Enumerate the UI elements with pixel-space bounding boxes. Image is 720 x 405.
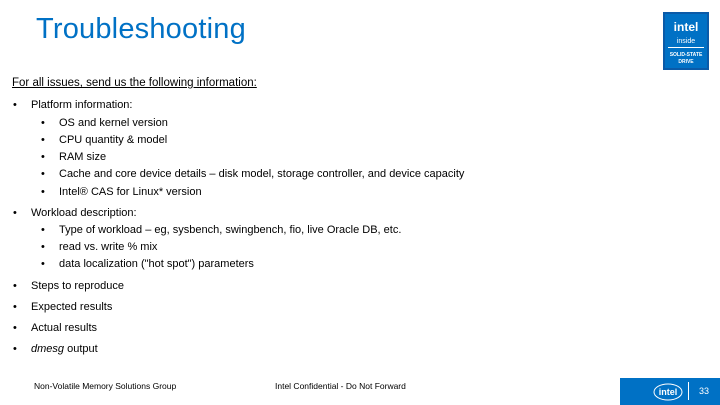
sub-bullet: •: [41, 241, 45, 253]
svg-text:DRIVE: DRIVE: [678, 59, 694, 65]
intel-footer-logo: [653, 383, 683, 401]
svg-text:inside: inside: [676, 38, 696, 45]
svg-text:SOLID-STATE: SOLID-STATE: [669, 52, 703, 58]
svg-text:intel: intel: [673, 20, 699, 34]
footer-group: Non-Volatile Memory Solutions Group: [34, 381, 177, 391]
page-number: 33: [699, 386, 710, 396]
bullet: •: [13, 99, 17, 111]
workload-item: read vs. write % mix: [59, 241, 158, 253]
workload-item: Type of workload – eg, sysbench, swingbench, fio, live Oracle DB, etc.: [59, 224, 402, 236]
sub-bullet: •: [41, 224, 45, 236]
platform-item: OS and kernel version: [59, 117, 168, 129]
slide-title: Troubleshooting: [36, 13, 246, 45]
platform-item: CPU quantity & model: [59, 134, 168, 146]
sub-bullet: •: [41, 134, 45, 146]
platform-item: Cache and core device details – disk model, storage controller, and device capacity: [59, 168, 465, 180]
bullet: •: [13, 343, 17, 355]
platform-item: Intel® CAS for Linux* version: [59, 186, 202, 198]
sub-bullet: •: [41, 186, 45, 198]
bullet: •: [13, 301, 17, 313]
sub-bullet: •: [41, 168, 45, 180]
sub-bullet: •: [41, 117, 45, 129]
dmesg-suffix: output: [64, 343, 98, 355]
footer-confidential: Intel Confidential - Do Not Forward: [275, 381, 406, 391]
dmesg-command: dmesg: [31, 343, 65, 355]
sub-bullet: •: [41, 151, 45, 163]
bullet: •: [13, 280, 17, 292]
platform-item: RAM size: [59, 151, 107, 163]
workload-item: data localization ("hot spot") parameters: [59, 258, 254, 270]
bullet: •: [13, 207, 17, 219]
sub-bullet: •: [41, 258, 45, 270]
bullet: •: [13, 322, 17, 334]
workload-label: Workload description:: [31, 207, 137, 219]
actual-item: Actual results: [31, 322, 98, 334]
intel-ssd-logo: [663, 12, 709, 70]
footer-divider: [688, 382, 689, 400]
steps-item: Steps to reproduce: [31, 280, 124, 292]
intro-text: For all issues, send us the following information:: [12, 77, 257, 89]
platform-label: Platform information:: [31, 99, 133, 111]
expected-item: Expected results: [31, 301, 113, 313]
dmesg-item: [31, 342, 98, 356]
svg-text:intel: intel: [658, 387, 678, 397]
